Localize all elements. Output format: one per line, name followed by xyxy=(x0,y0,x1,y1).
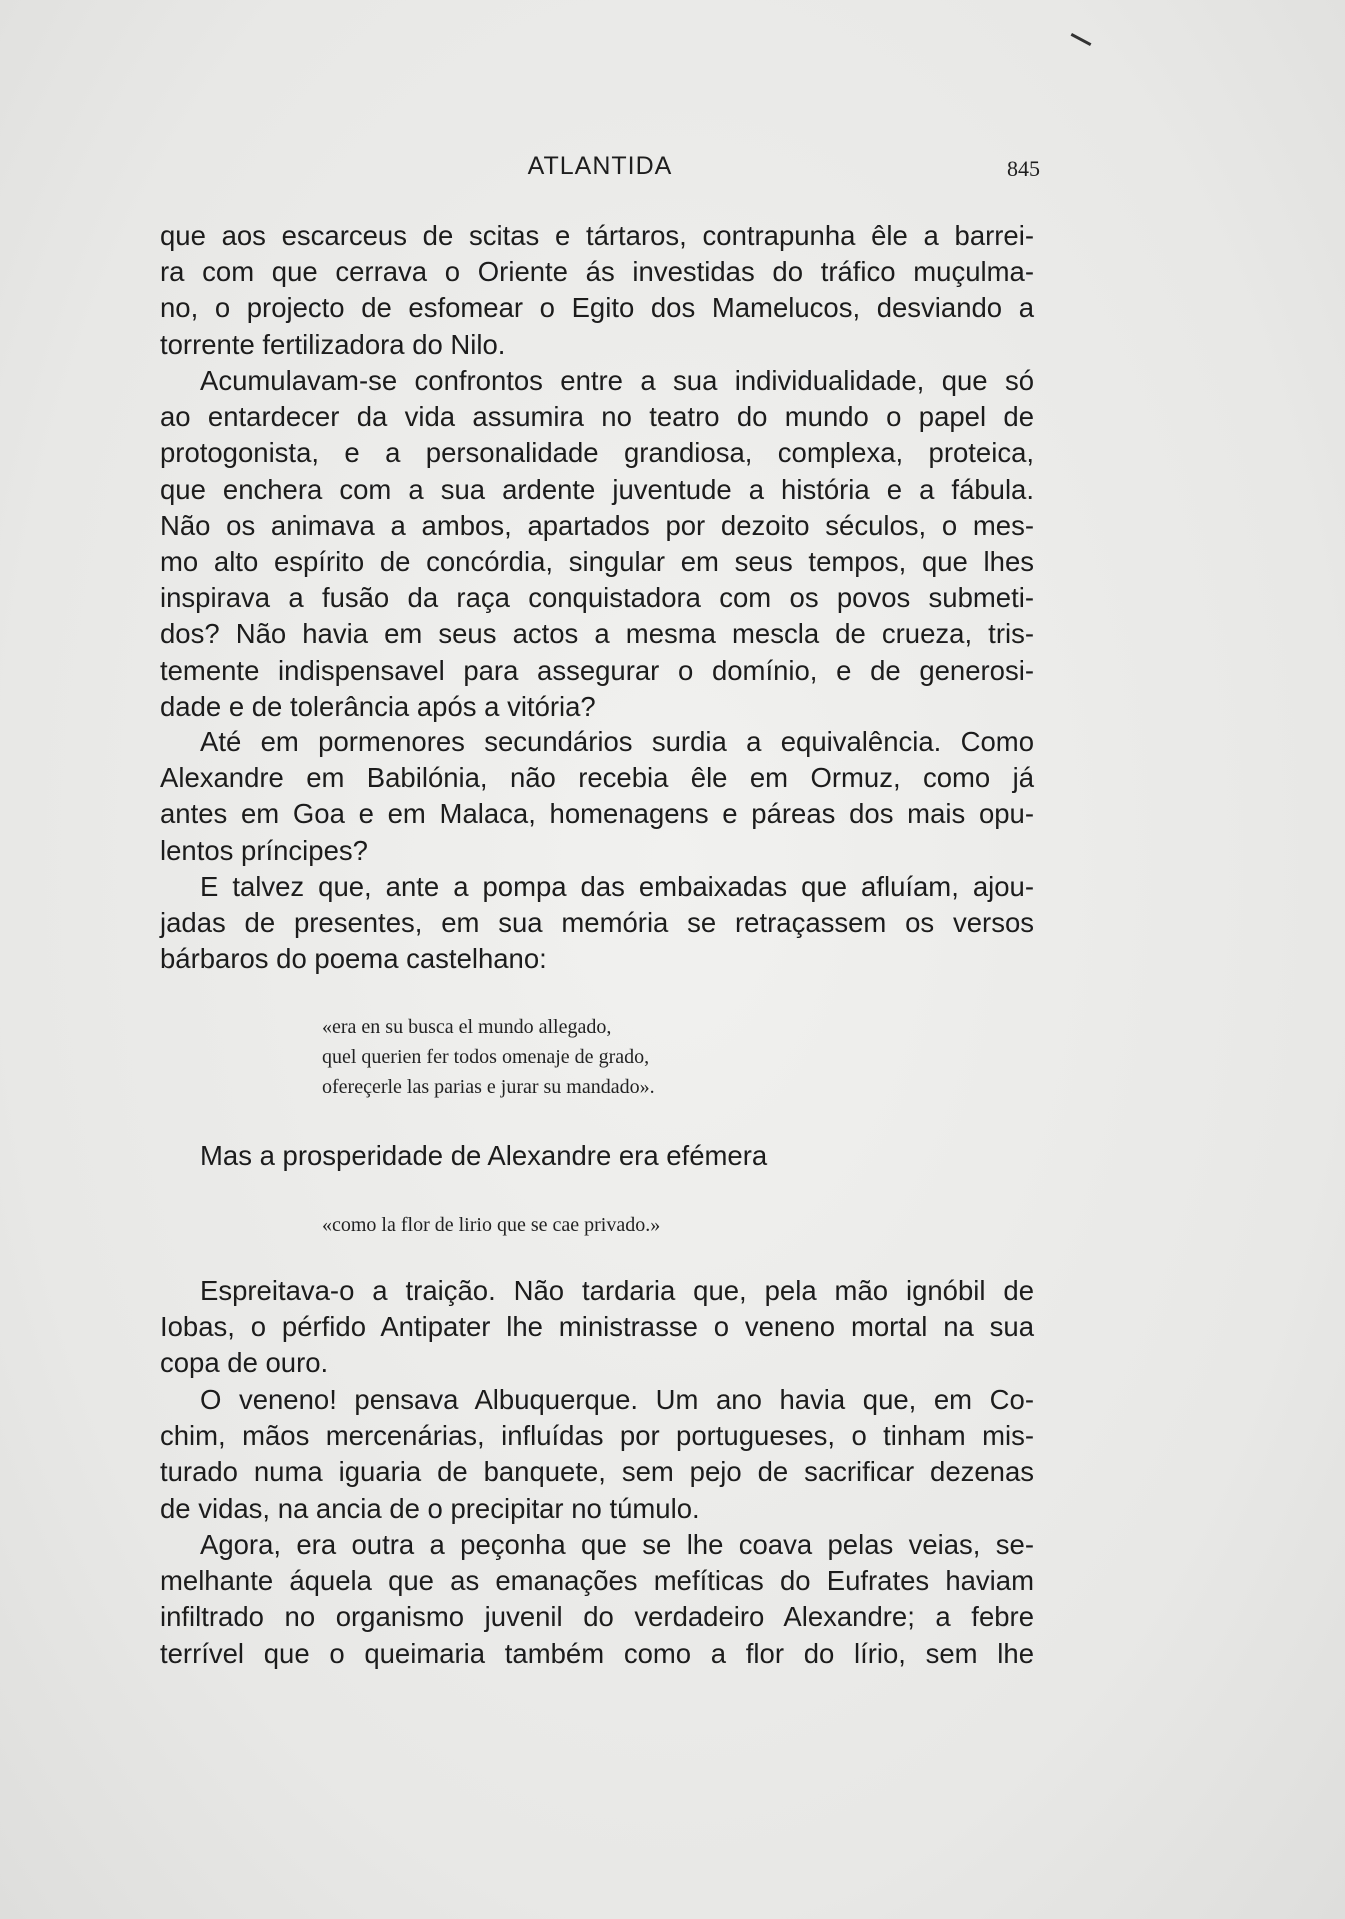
corner-mark xyxy=(1071,33,1092,46)
running-title: ATLANTIDA xyxy=(527,152,673,180)
text-line: jadas de presentes, em sua memória se retraçassem os versos xyxy=(160,907,1034,939)
text-line: melhante áquela que as emanações mefíticas do Eufrates haviam xyxy=(160,1565,1034,1597)
text-line: E talvez que, ante a pompa das embaixadas que afluíam, ajou- xyxy=(200,871,1034,902)
text-line: ao entardecer da vida assumira no teatro do mundo o papel de xyxy=(160,401,1034,433)
text-line: O veneno! pensava Albuquerque. Um ano havia que, em Co- xyxy=(200,1384,1034,1415)
text-line: turado numa iguaria de banquete, sem pejo de sacrificar dezenas xyxy=(160,1456,1034,1488)
text-line: que aos escarceus de scitas e tártaros, contrapunha êle a barrei- xyxy=(160,220,1034,251)
text-line: antes em Goa e em Malaca, homenagens e páreas dos mais opu- xyxy=(160,798,1034,830)
text-line: Acumulavam-se confrontos entre a sua individualidade, que só xyxy=(200,365,1034,396)
page-number: 845 xyxy=(1007,156,1040,181)
text-line: que enchera com a sua ardente juventude a história e a fábula. xyxy=(160,473,1034,505)
paragraph-6 xyxy=(160,1382,1034,1527)
text-line: Espreitava-o a traição. Não tardaria que, pela mão ignóbil de xyxy=(200,1275,1034,1306)
text-line: copa de ouro. xyxy=(160,1347,329,1379)
text-line: terrível que o queimaria também como a flor do lírio, sem lhe xyxy=(160,1637,1034,1669)
text-line: Não os animava a ambos, apartados por dezoito séculos, o mes- xyxy=(160,509,1034,541)
text-line: inspirava a fusão da raça conquistadora com os povos submeti- xyxy=(160,582,1034,614)
text-line: torrente fertilizadora do Nilo. xyxy=(160,328,506,360)
single-line: Mas a prosperidade de Alexandre era efémera xyxy=(200,1140,768,1171)
text-line: no, o projecto de esfomear o Egito dos Mamelucos, desviando a xyxy=(160,292,1034,324)
paragraph-1 xyxy=(160,218,1034,363)
text-line: lentos príncipes? xyxy=(160,834,368,866)
verse-line: «como la flor de lirio que se cae privado.» xyxy=(322,1214,661,1236)
text-line: dos? Não havia em seus actos a mesma mescla de crueza, tris- xyxy=(160,618,1034,650)
text-line: mo alto espírito de concórdia, singular em seus tempos, que lhes xyxy=(160,545,1034,577)
verse-line: «era en su busca el mundo allegado, xyxy=(322,1016,612,1038)
text-line: Iobas, o pérfido Antipater lhe ministrasse o veneno mortal na sua xyxy=(160,1311,1034,1343)
text-line: Agora, era outra a peçonha que se lhe coava pelas veias, se- xyxy=(200,1529,1034,1560)
text-line: ra com que cerrava o Oriente ás investidas do tráfico muçulma- xyxy=(160,256,1034,288)
text-line: bárbaros do poema castelhano: xyxy=(160,943,547,975)
paragraph-7 xyxy=(160,1527,1034,1672)
text-line: protogonista, e a personalidade grandiosa, complexa, proteica, xyxy=(160,437,1034,469)
paragraph-5 xyxy=(160,1273,1034,1382)
paragraph-4 xyxy=(160,869,1034,978)
text-line: Alexandre em Babilónia, não recebia êle em Ormuz, como já xyxy=(160,762,1034,794)
paragraph-2 xyxy=(160,363,1034,725)
text-line: Até em pormenores secundários surdia a equivalência. Como xyxy=(200,726,1034,757)
text-line: chim, mãos mercenárias, influídas por portugueses, o tinham mis- xyxy=(160,1420,1034,1452)
page-header xyxy=(160,152,1040,188)
paragraph-3 xyxy=(160,724,1034,869)
verse-quote-1 xyxy=(322,1012,882,1102)
text-line: dade e de tolerância após a vitória? xyxy=(160,690,596,722)
text-line: de vidas, na ancia de o precipitar no túmulo. xyxy=(160,1492,700,1524)
text-line: temente indispensavel para assegurar o domínio, e de generosi- xyxy=(160,654,1034,686)
verse-line: quel querien fer todos omenaje de grado, xyxy=(322,1046,650,1068)
verse-quote-2 xyxy=(322,1210,882,1240)
text-line: infiltrado no organismo juvenil do verdadeiro Alexandre; a febre xyxy=(160,1601,1034,1633)
verse-line: ofereçerle las parias e jurar su mandado». xyxy=(322,1076,655,1098)
